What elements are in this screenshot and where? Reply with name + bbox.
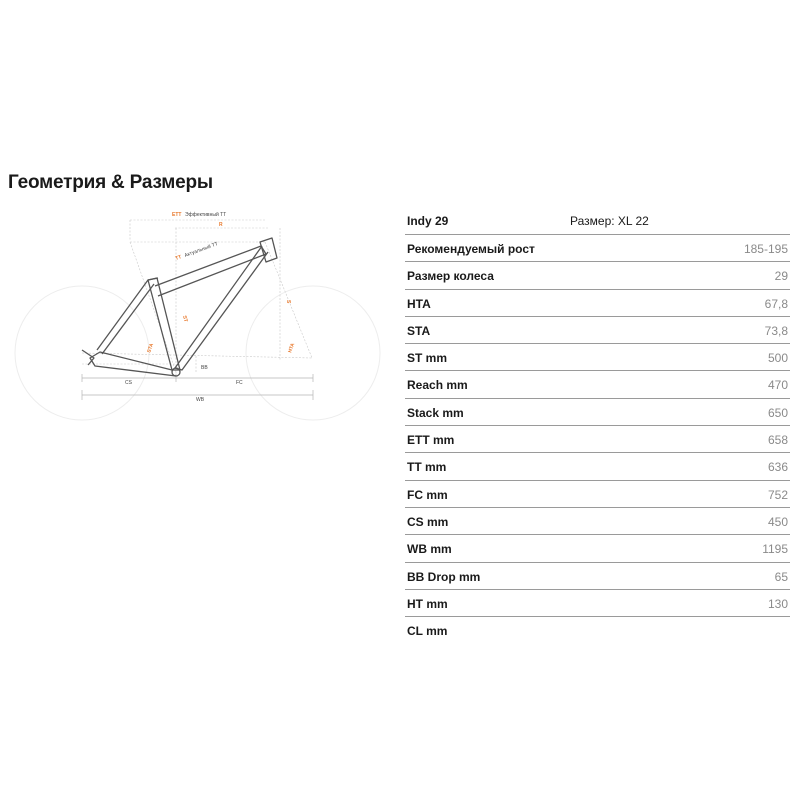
spec-label: BB Drop mm bbox=[407, 569, 481, 584]
hta-label: HTA bbox=[287, 342, 297, 354]
spec-rows bbox=[405, 235, 790, 643]
spec-value: 500 bbox=[767, 351, 788, 366]
spec-value: 1195 bbox=[762, 542, 788, 557]
spec-value: 450 bbox=[767, 514, 788, 529]
spec-value: 470 bbox=[767, 378, 788, 393]
spec-value: 636 bbox=[767, 460, 788, 475]
ett-label: Эффективный TT bbox=[185, 212, 227, 218]
spec-label: HT mm bbox=[407, 596, 448, 611]
spec-label: Stack mm bbox=[407, 405, 464, 420]
spec-row bbox=[405, 453, 790, 480]
ett-code: ETT bbox=[172, 212, 182, 218]
bb-label: BB bbox=[201, 365, 208, 371]
spec-value: 67,8 bbox=[764, 296, 788, 311]
size-label: Размер: XL 22 bbox=[570, 214, 649, 228]
spec-label: FC mm bbox=[407, 487, 448, 502]
spec-row bbox=[405, 535, 790, 562]
spec-label: TT mm bbox=[407, 460, 447, 475]
spec-label: HTA bbox=[407, 296, 431, 311]
spec-table bbox=[405, 206, 790, 643]
cs-label: CS bbox=[125, 380, 132, 386]
spec-row bbox=[405, 563, 790, 590]
page-title: Геометрия & Размеры bbox=[8, 172, 213, 193]
spec-label: STA bbox=[407, 323, 431, 338]
spec-value: 65 bbox=[774, 569, 788, 584]
tt-code: TT bbox=[174, 254, 183, 262]
spec-value: 752 bbox=[767, 487, 788, 502]
r-label: R bbox=[219, 222, 223, 228]
spec-label: CS mm bbox=[407, 514, 449, 529]
spec-row bbox=[405, 508, 790, 535]
spec-row bbox=[405, 481, 790, 508]
tt-label: Актуальный TT bbox=[183, 241, 219, 259]
spec-label: ETT mm bbox=[407, 433, 455, 448]
spec-label: ST mm bbox=[407, 351, 448, 366]
spec-label: Размер колеса bbox=[407, 269, 494, 284]
wb-label: WB bbox=[196, 397, 205, 403]
spec-value: 130 bbox=[767, 596, 788, 611]
spec-label: CL mm bbox=[407, 624, 448, 639]
st-label: ST bbox=[181, 314, 189, 323]
spec-row bbox=[405, 426, 790, 453]
spec-value: 73,8 bbox=[764, 323, 788, 338]
spec-value: 185-195 bbox=[743, 242, 788, 256]
s-label: S bbox=[285, 300, 291, 304]
spec-row bbox=[405, 617, 790, 643]
spec-row bbox=[405, 262, 790, 289]
spec-header bbox=[405, 206, 790, 235]
spec-row bbox=[405, 235, 790, 262]
spec-row bbox=[405, 399, 790, 426]
spec-label: Reach mm bbox=[407, 378, 468, 393]
guide-lines bbox=[82, 220, 312, 375]
fc-label: FC bbox=[236, 380, 243, 386]
spec-row bbox=[405, 590, 790, 617]
spec-value: 650 bbox=[767, 405, 788, 420]
spec-label: WB mm bbox=[407, 542, 452, 557]
model-name: Indy 29 bbox=[407, 214, 449, 228]
spec-row bbox=[405, 317, 790, 344]
spec-row bbox=[405, 344, 790, 371]
spec-row bbox=[405, 371, 790, 398]
spec-value: 658 bbox=[767, 433, 788, 448]
spec-label: Рекомендуемый рост bbox=[407, 242, 535, 256]
sta-label: STA bbox=[146, 342, 156, 354]
spec-value: 29 bbox=[774, 269, 788, 284]
bike-geometry-diagram bbox=[0, 200, 400, 430]
spec-row bbox=[405, 290, 790, 317]
